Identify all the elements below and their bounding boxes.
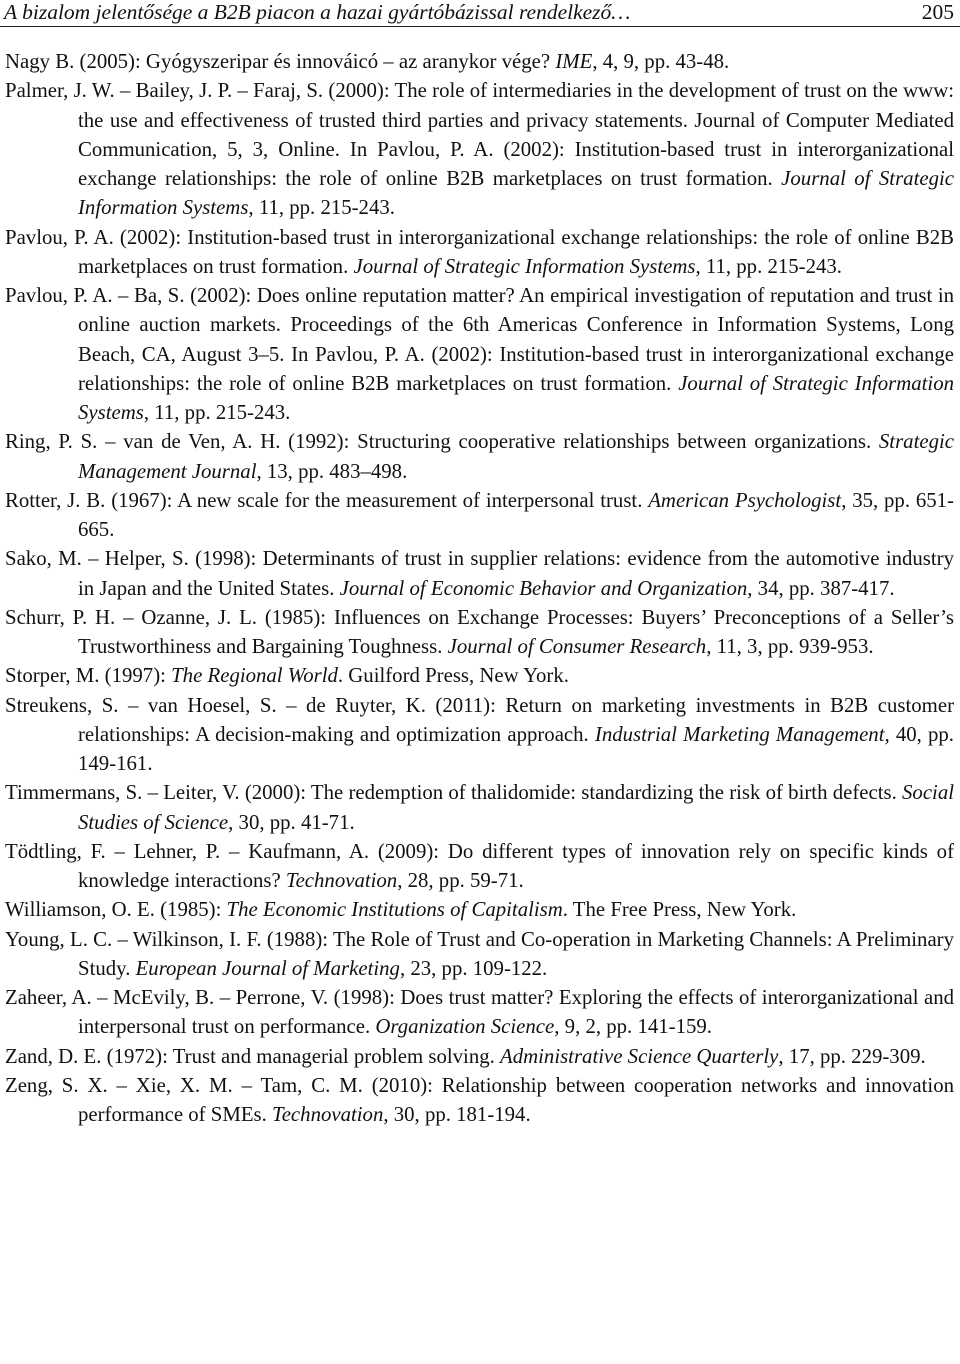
running-title: A bizalom jelentősége a B2B piacon a hazai gyártóbázissal rendelkező… xyxy=(4,0,631,24)
reference-source-title: Administrative Science Quarterly xyxy=(500,1044,779,1068)
reference-entry xyxy=(0,47,960,76)
reference-source-title: Organization Science xyxy=(375,1015,555,1039)
reference-text: Timmermans, S. – Leiter, V. (2000): The redemption of thalidomide: standardizing the risk of birth defects. xyxy=(5,781,903,805)
reference-text: Sako, M. – Helper, S. (1998): Determinants of trust in supplier relations: evidence from the automotive industry in Japan and the United States. xyxy=(5,547,954,600)
reference-text: , 17, pp. 229-309. xyxy=(778,1044,926,1068)
reference-text: , 11, 3, pp. 939-953. xyxy=(706,635,874,658)
reference-entry xyxy=(0,76,960,222)
reference-text: 40, pp. 149-161. xyxy=(78,722,954,775)
reference-text: Zeng, S. X. – Xie, X. M. – Tam, C. M. (2010): Relationship between cooperation networks and innovation performance of SMEs. xyxy=(5,1073,954,1126)
reference-source-title: American Psychologist xyxy=(648,488,842,512)
reference-entry xyxy=(0,1042,960,1071)
reference-text: Schurr, P. H. – Ozanne, J. L. (1985): Influences on Exchange Processes: Buyers’ Preconceptions of a Seller’s Trustworthiness and Bargaining Toughness. xyxy=(5,605,954,658)
reference-text: Ring, P. S. – van de Ven, A. H. (1992): Structuring cooperative relationships between organizations. xyxy=(5,430,879,454)
reference-text: , 11, pp. 215-243. xyxy=(143,401,291,424)
reference-entry xyxy=(0,778,960,837)
reference-text: , 28, pp. 59-71. xyxy=(397,869,524,892)
reference-entry xyxy=(0,983,960,1042)
reference-text: . Guilford Press, New York. xyxy=(337,664,569,688)
reference-entry xyxy=(0,925,960,984)
reference-source-title: Technovation xyxy=(285,869,398,892)
reference-text: Young, L. C. – Wilkinson, I. F. (1988): The Role of Trust and Co-operation in Marketing Channels: A Preliminary Study. xyxy=(5,927,954,980)
reference-text: Streukens, S. – van Hoesel, S. – de Ruyter, K. (2011): Return on marketing investments in B2B customer relationships: A decision-making and optimization approach. xyxy=(5,693,954,746)
reference-text: Palmer, J. W. – Bailey, J. P. – Faraj, S. (2000): The role of intermediaries in the development of trust on the www: the use and effectiveness of trusted third parties and privacy statements. Journal of Computer Mediated Communication, 5, 3, Online. In Pavlou, P. A. (2002): Institution-based trust in interorganizational exchange relationships: the role of online B2B marketplaces on trust formation. xyxy=(5,79,954,190)
reference-source-title: European Journal of Marketing xyxy=(135,956,400,980)
reference-text: Storper, M. (1997): xyxy=(5,664,172,688)
reference-entry xyxy=(0,1071,960,1130)
reference-source-title: Journal of Strategic Information Systems xyxy=(78,167,954,220)
reference-entry xyxy=(0,837,960,896)
reference-entry xyxy=(0,281,960,427)
reference-source-title: Industrial Marketing Management, xyxy=(594,722,890,746)
reference-entry xyxy=(0,661,960,690)
reference-text: , 11, pp. 215-243. xyxy=(695,254,842,278)
reference-source-title: IME xyxy=(555,50,593,73)
reference-text: . The Free Press, New York. xyxy=(562,898,797,922)
reference-text: , 30, pp. 181-194. xyxy=(383,1103,531,1126)
reference-source-title: Journal of Economic Behavior and Organization xyxy=(339,576,748,600)
reference-entry xyxy=(0,544,960,603)
reference-entry xyxy=(0,603,960,662)
reference-source-title: Social Studies of Science xyxy=(78,781,954,834)
reference-text: , 30, pp. 41-71. xyxy=(228,810,355,834)
reference-text: Pavlou, P. A. (2002): Institution-based trust in interorganizational exchange relationships: the role of online B2B marketplaces on trust formation. xyxy=(5,225,954,278)
reference-text: Pavlou, P. A. – Ba, S. (2002): Does online reputation matter? An empirical investigation of reputation and trust in online auction markets. Proceedings of the 6th Americas Conference in Information Systems, Long Beach, CA, August 3–5. In Pavlou, P. A. (2002): Institution-based trust in interorganizational exchange relationships: the role of online B2B marketplaces on trust formation. xyxy=(5,284,954,395)
reference-text: Zand, D. E. (1972): Trust and managerial problem solving. xyxy=(5,1044,501,1068)
reference-text: Zaheer, A. – McEvily, B. – Perrone, V. (1998): Does trust matter? Exploring the effects of interorganizational and interpersonal trust on performance. xyxy=(5,986,954,1039)
reference-entry xyxy=(0,427,960,486)
reference-text: , 11, pp. 215-243. xyxy=(248,196,395,220)
reference-text: Tödtling, F. – Lehner, P. – Kaufmann, A. (2009): Do different types of innovation rely on specific kinds of knowledge interactions? xyxy=(5,839,954,892)
reference-entry xyxy=(0,223,960,282)
reference-text: , 4, 9, pp. 43-48. xyxy=(592,50,730,73)
reference-text: , 23, pp. 109-122. xyxy=(399,956,548,980)
running-header xyxy=(0,0,960,27)
reference-source-title: Technovation xyxy=(272,1103,384,1126)
reference-text: , 13, pp. 483–498. xyxy=(256,459,408,483)
reference-text: Nagy B. (2005): Gyógyszeripar és innováicó – az aranykor vége? xyxy=(5,50,556,73)
reference-source-title: The Economic Institutions of Capitalism xyxy=(226,898,563,922)
reference-list xyxy=(0,47,960,1129)
reference-source-title: Journal of Strategic Information Systems xyxy=(353,254,696,278)
reference-source-title: The Regional World xyxy=(171,664,338,688)
reference-source-title: Journal of Strategic Information Systems xyxy=(78,371,955,424)
reference-text: , 9, 2, pp. 141-159. xyxy=(554,1015,712,1039)
reference-text: , 35, pp. 651-665. xyxy=(78,488,954,541)
reference-entry xyxy=(0,691,960,779)
reference-entry xyxy=(0,895,960,924)
reference-text: Williamson, O. E. (1985): xyxy=(5,898,227,922)
reference-entry xyxy=(0,486,960,545)
reference-text: Rotter, J. B. (1967): A new scale for the measurement of interpersonal trust. xyxy=(5,488,649,512)
reference-text: , 34, pp. 387-417. xyxy=(747,576,895,600)
reference-source-title: Journal of Consumer Research xyxy=(447,635,707,658)
reference-source-title: Strategic Management Journal xyxy=(78,430,954,483)
page-number: 205 xyxy=(921,0,954,24)
